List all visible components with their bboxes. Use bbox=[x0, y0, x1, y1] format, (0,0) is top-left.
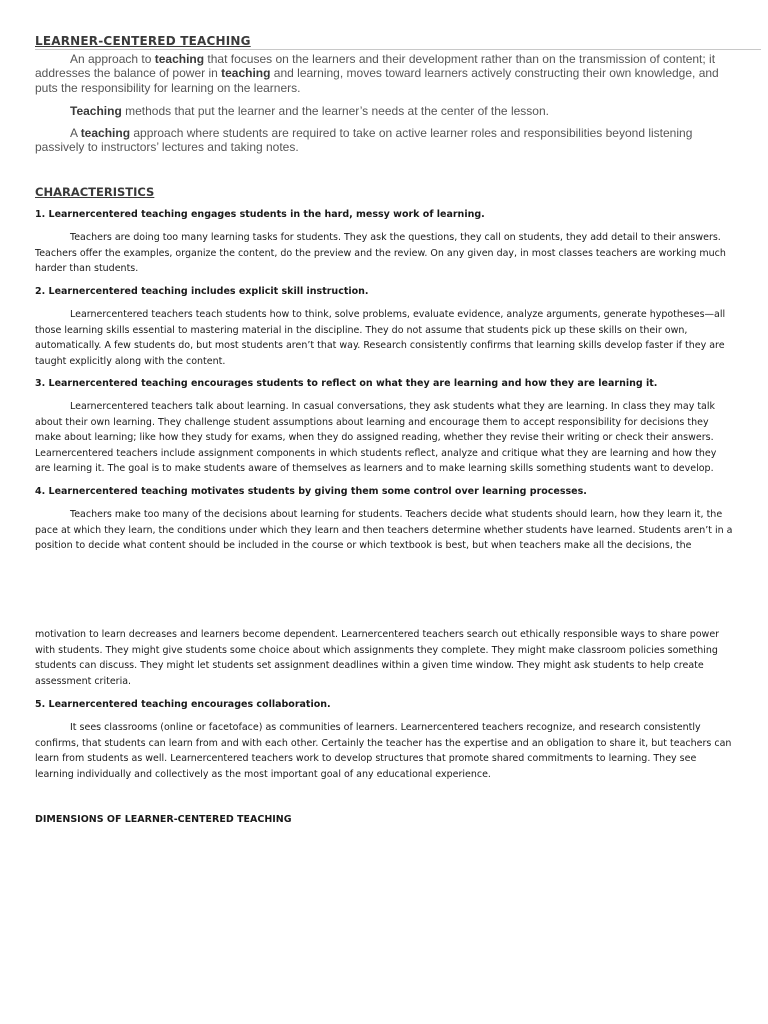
intro-paragraph-1: An approach to teaching that focuses on the learners and their development rather than on the transmission of content; it addresses the balance of power in teaching and learning, moves toward learners actively constructing their own knowledge, and puts the responsibility for learning on the learners. bbox=[35, 52, 719, 95]
intro-paragraph-3: A teaching approach where students are required to take on active learner roles and responsibilities beyond listening passively to instructors’ lectures and taking notes. bbox=[35, 126, 693, 155]
characteristic-3-body: Learnercentered teachers talk about learning. In casual conversations, they ask students what they are learning. In class they may talk about their own learning. They challenge student assumptions about learning and encourage them to accept responsibility for decisions they make about learning; like how they study for exams, when they do assigned reading, whether they revise their writing or check their answers. Learnercentered teachers include assignment components in which students reflect, analyze and critique what they are learning and how they are learning it. The goal is to make students aware of themselves as learners and to make learning skills something students want to develop. bbox=[35, 401, 717, 474]
characteristic-5-body: It sees classrooms (online or facetoface) as communities of learners. Learnercentered teachers recognize, and research consistently confirms, that students can learn from and with each other. Certainly the teacher has the expertise and an obligation to share it, but teachers can learn from students as well. Learnercentered teachers work to develop structures that promote shared commitments to learning. They see learning individually and collectively as the most important goal of any educational experience. bbox=[35, 722, 732, 780]
characteristic-2-heading: 2. Learnercentered teaching includes explicit skill instruction. bbox=[35, 286, 369, 297]
characteristic-4-body-continued: motivation to learn decreases and learners become dependent. Learnercentered teachers search out ethically responsible ways to share power with students. They might give students some choice about which assignments they complete. They might make classroom policies something students can discuss. They might let students set assignment deadlines within a given time window. They might ask students to help create assessment criteria. bbox=[35, 629, 720, 687]
document-title: LEARNER-CENTERED TEACHING bbox=[35, 34, 761, 50]
characteristic-5-heading: 5. Learnercentered teaching encourages collaboration. bbox=[35, 699, 331, 710]
characteristic-1-body: Teachers are doing too many learning tasks for students. They ask the questions, they call on students, they add detail to their answers. Teachers offer the examples, organize the content, do the preview and the review. On any given day, in most classes teachers are working much harder than students. bbox=[35, 232, 726, 274]
characteristic-2-body: Learnercentered teachers teach students how to think, solve problems, evaluate evidence, analyze arguments, generate hypotheses—all those learning skills essential to mastering material in the discipline. They do not assume that students pick up these skills on their own, automatically. A few students do, but most students aren’t that way. Research consistently confirms that learning skills develop faster if they are taught explicitly along with the content. bbox=[35, 309, 726, 367]
characteristic-4-body: Teachers make too many of the decisions about learning for students. Teachers decide what students should learn, how they learn it, the pace at which they learn, the conditions under which they learn and then teachers determine whether students have learned. Students aren’t in a position to decide what content should be included in the course or which textbook is best, but when teachers make all the decisions, the bbox=[35, 509, 733, 551]
characteristic-1-heading: 1. Learnercentered teaching engages students in the hard, messy work of learning. bbox=[35, 209, 485, 220]
intro-paragraph-2: Teaching methods that put the learner and the learner’s needs at the center of the lesson. bbox=[70, 104, 549, 118]
dimensions-heading: DIMENSIONS OF LEARNER-CENTERED TEACHING bbox=[35, 814, 292, 825]
characteristic-3-heading: 3. Learnercentered teaching encourages students to reflect on what they are learning and how they are learning it. bbox=[35, 378, 658, 389]
characteristic-4-heading: 4. Learnercentered teaching motivates students by giving them some control over learning processes. bbox=[35, 486, 587, 497]
characteristics-heading: CHARACTERISTICS bbox=[35, 185, 155, 199]
